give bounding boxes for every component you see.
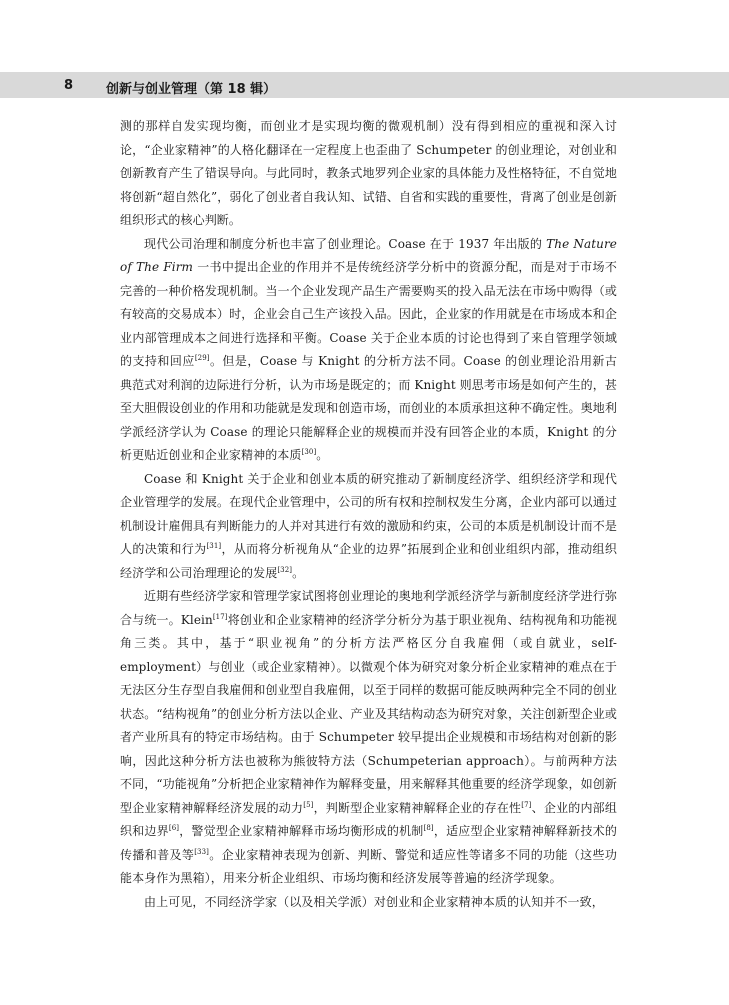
citation-ref: [31] [206, 542, 222, 550]
citation-ref: [8] [423, 824, 434, 832]
text-run: 。 [292, 565, 305, 580]
text-run: 一书中提出企业的作用并不是传统经济学分析中的资源分配，而是对于市场不完善的一种价格发现机制。当一个企业发现产品生产需要购买的投入品无法在市场中购得（或有较高的交易成本）时，企业会自己生产该投入品。因此，企业家的作用就是在市场成本和企业内部管理成本之间进行选择和平衡。Coase 关于企业本质的讨论也得到了来自管理学领域的支持和回应 [120, 260, 617, 368]
body-text [120, 115, 617, 914]
paragraph [120, 891, 617, 915]
citation-ref: [5] [303, 800, 314, 809]
text-run: 。 [316, 448, 329, 462]
text-run: 现代公司治理和制度分析也丰富了创业理论。Coase 在于 1937 年出版的 [144, 236, 547, 251]
text-run: 。但是，Coase 与 Knight 的分析方法不同。Coase 的创业理论沿用新古典范式对利润的边际进行分析，认为市场是既定的；而 Knight 则思考市场是如何产生的，甚至大胆假设创业的作用和功能就是发现和创造市场，而创业的本质承担这种不确定性。奥地利学派经济学认为 Coase 的理论只能解释企业的规模而并没有回答企业的本质，Knight 的分析更贴近创业和企业家精神的本质 [120, 354, 617, 462]
citation-ref: [33] [194, 847, 209, 856]
text-run: ，警觉型企业家精神解释市场均衡形成的机制 [179, 824, 424, 838]
running-title: 创新与创业管理（第 18 辑） [106, 82, 277, 97]
citation-ref: [30] [301, 448, 317, 456]
paragraph [120, 233, 617, 468]
text-run: ，判断型企业家精神解释企业的存在性 [313, 800, 522, 815]
text-run: 测的那样自发实现均衡，而创业才是实现均衡的微观机制）没有得到相应的重视和深入讨论，“企业家精神”的人格化翻译在一定程度上也歪曲了 Schumpeter 的创业理论，对创业和创新教育产生了错误导向。与此同时，教条式地罗列企业家的具体能力及性格特征，不自觉地将创新“超自然化”，弱化了创业者自我认知、试错、自省和实践的重要性，背离了创业是创新组织形式的核心判断。 [120, 119, 617, 227]
text-run: ，适应型企业家精神解释新技术的传播和普及等 [120, 824, 617, 862]
paragraph [120, 585, 617, 891]
text-run: 、企业的内部组织和边界 [120, 800, 617, 838]
citation-ref: [6] [168, 824, 180, 832]
text-run: Coase 和 Knight 关于企业和创业本质的研究推动了新制度经济学、组织经济学和现代企业管理学的发展。在现代企业管理中，公司的所有权和控制权发生分离，企业内部可以通过机制设计雇佣具有判断能力的人并对其进行有效的激励和约束，公司的本质是机制设计而不是人的决策和行为 [120, 471, 617, 556]
citation-ref: [7] [521, 800, 532, 809]
citation-ref: [29] [194, 354, 210, 362]
page-bottom-margin [0, 985, 729, 1005]
text-run: 。企业家精神表现为创新、判断、警觉和适应性等诸多不同的功能（这些功能本身作为黑箱），用来分析企业组织、市场均衡和经济发展等普遍的经济学现象。 [120, 847, 617, 885]
citation-ref: [32] [277, 565, 293, 574]
text-run: 将创业和企业家精神的经济学分析分为基于职业视角、结构视角和功能视角三类。其中，基于“职业视角”的分析方法严格区分自我雇佣（或自就业，self-employment）与创业（或企业家精神）。以微观个体为研究对象分析企业家精神的难点在于无法区分生存型自我雇佣和创业型自我雇佣，以至于同样的数据可能反映两种完全不同的创业状态。“结构视角”的创业分析方法以企业、产业及其结构动态为研究对象，关注创新型企业或者产业所具有的特定市场结构。由于 Schumpeter 较早提出企业规模和市场结构对创新的影响，因此这种分析方法也被称为熊彼特方法（Schumpeterian approach）。与前两种方法不同，“功能视角”分析把企业家精神作为解释变量，用来解释其他重要的经济学现象，如创新型企业家精神解释经济发展的动力 [120, 612, 618, 815]
text-run: ，从而将分析视角从“企业的边界”拓展到企业和创业组织内部，推动组织经济学和公司治理理论的发展 [120, 542, 618, 580]
paragraph [120, 468, 617, 586]
text-run: 近期有些经济学家和管理学家试图将创业理论的奥地利学派经济学与新制度经济学进行弥合与统一。Klein [120, 589, 617, 627]
citation-ref: [17] [212, 612, 228, 621]
paragraph [120, 115, 617, 233]
text-run: 由上可见，不同经济学家（以及相关学派）对创业和企业家精神本质的认知并不一致， [144, 894, 604, 909]
page-number: 8 [64, 78, 74, 93]
book-title: The Nature of The Firm [120, 236, 617, 274]
